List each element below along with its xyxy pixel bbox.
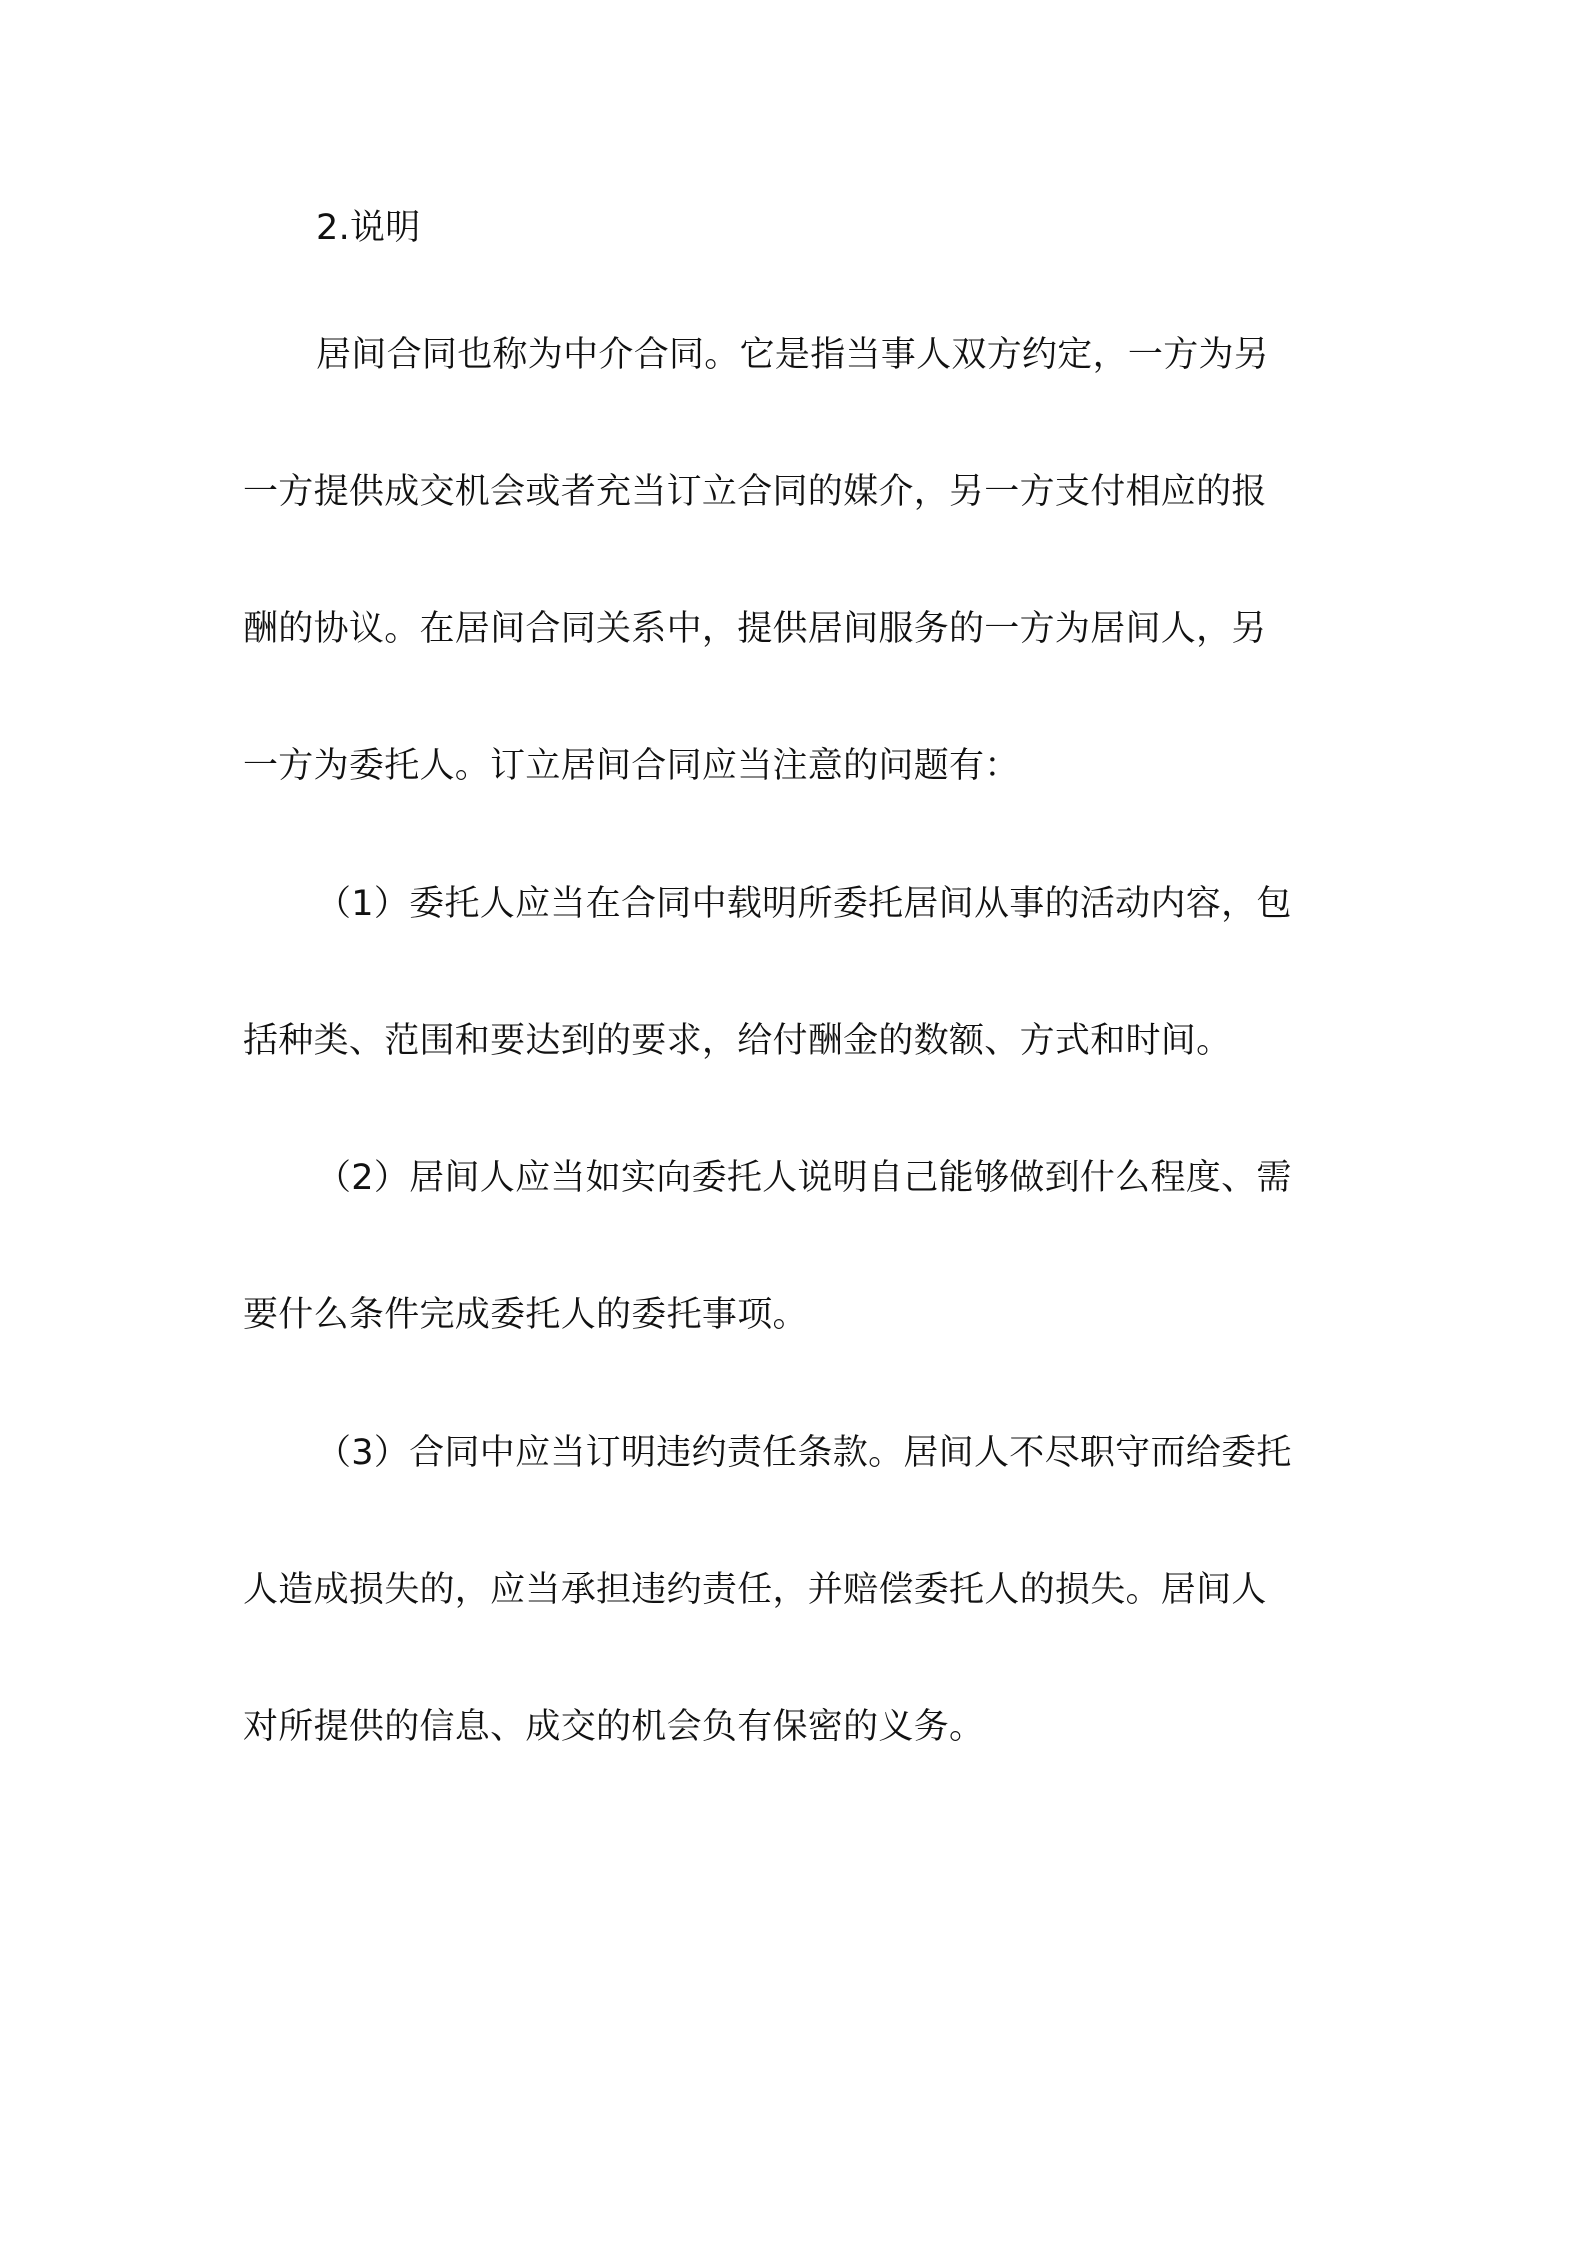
paragraph-1-line-4: 一方为委托人。订立居间合同应当注意的问题有： — [243, 746, 1020, 786]
paragraph-1-line-1: 居间合同也称为中介合同。它是指当事人双方约定，一方为另 — [316, 335, 1270, 375]
paragraph-2-line-2: 括种类、范围和要达到的要求，给付酬金的数额、方式和时间。 — [243, 1021, 1232, 1061]
paragraph-4-line-1: （3）合同中应当订明违约责任条款。居间人不尽职守而给委托 — [316, 1433, 1292, 1473]
paragraph-2-line-1: （1）委托人应当在合同中载明所委托居间从事的活动内容，包 — [316, 884, 1292, 924]
paragraph-3-line-2: 要什么条件完成委托人的委托事项。 — [243, 1295, 808, 1335]
paragraph-1-line-2: 一方提供成交机会或者充当订立合同的媒介，另一方支付相应的报 — [243, 472, 1267, 512]
paragraph-1-line-3: 酬的协议。在居间合同关系中，提供居间服务的一方为居间人，另 — [243, 609, 1267, 649]
paragraph-4-line-2: 人造成损失的，应当承担违约责任，并赔偿委托人的损失。居间人 — [243, 1570, 1267, 1610]
section-heading: 2.说明 — [316, 208, 421, 248]
paragraph-3-line-1: （2）居间人应当如实向委托人说明自己能够做到什么程度、需 — [316, 1158, 1292, 1198]
paragraph-4-line-3: 对所提供的信息、成交的机会负有保密的义务。 — [243, 1707, 985, 1747]
